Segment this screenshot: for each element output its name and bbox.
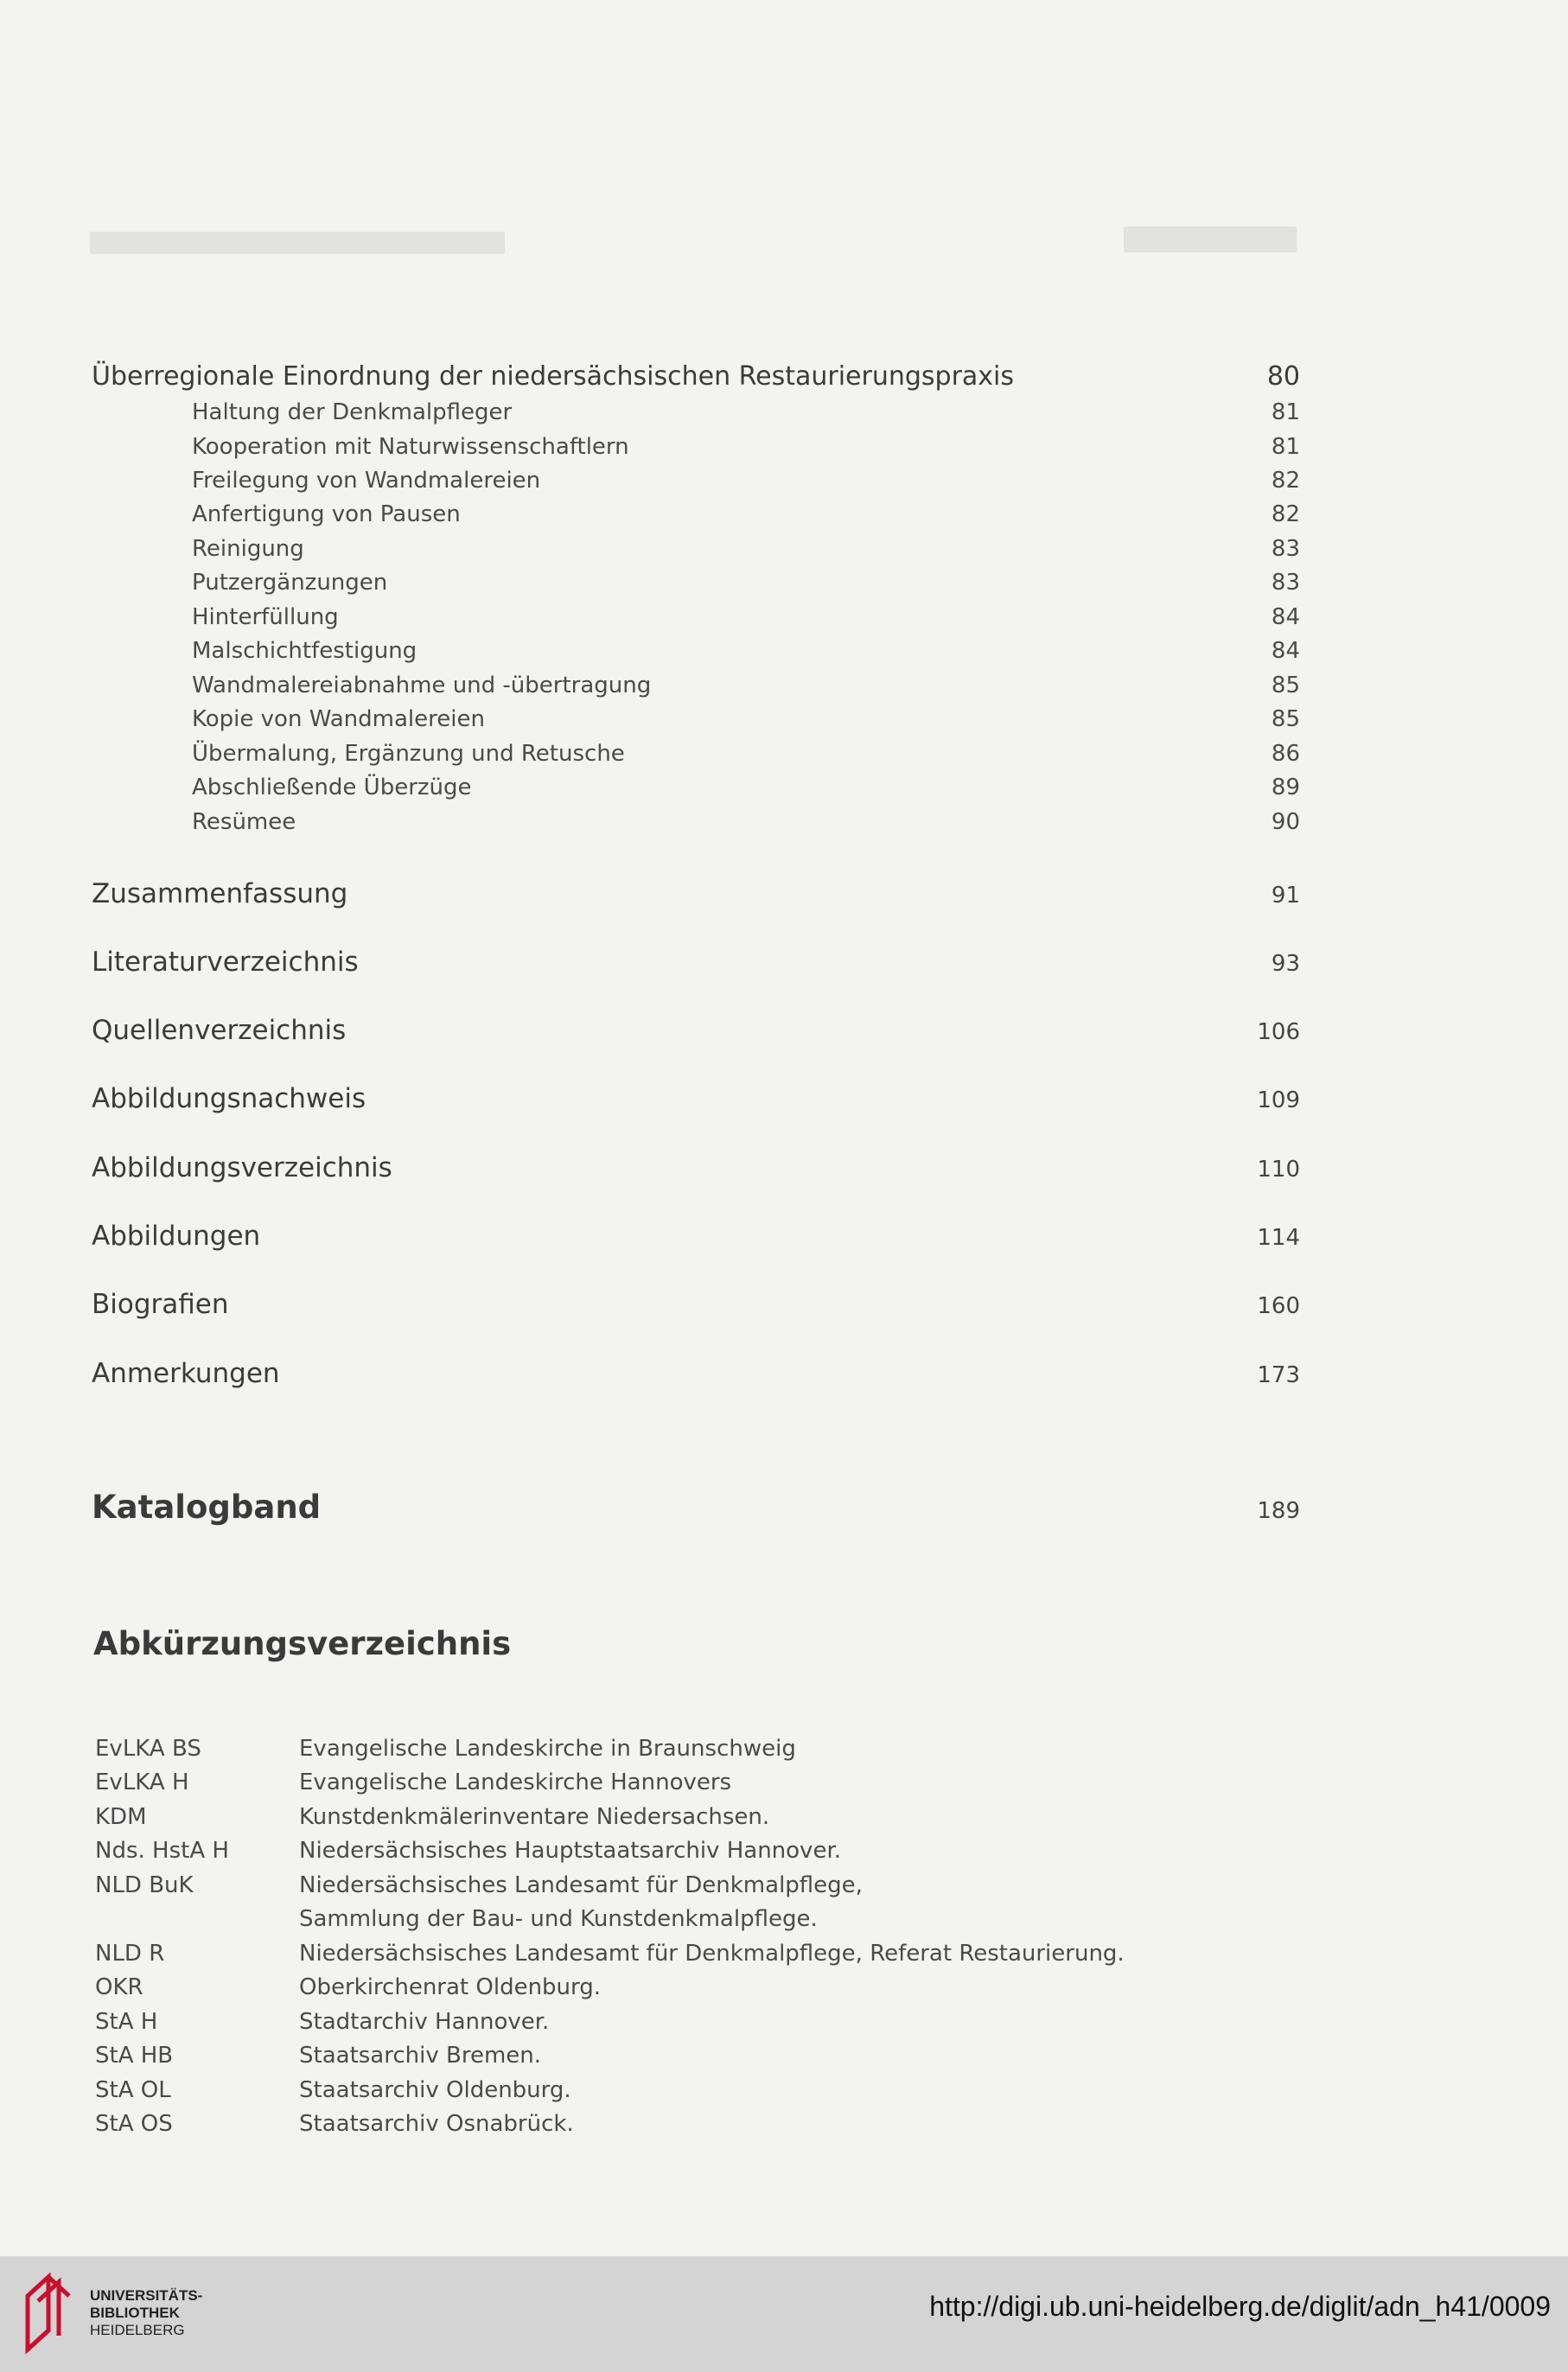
toc-page: 84 bbox=[1271, 638, 1300, 664]
toc-page: 84 bbox=[1271, 604, 1300, 630]
toc-title: Biografien bbox=[92, 1289, 229, 1320]
toc-title: Kooperation mit Naturwissenschaftlern bbox=[192, 434, 629, 460]
abbreviation-meaning: Staatsarchiv Bremen. bbox=[299, 2043, 542, 2069]
abbreviation-entry bbox=[95, 1872, 863, 1898]
toc-subsection[interactable] bbox=[192, 536, 1300, 562]
abbreviation-entry bbox=[95, 1838, 841, 1864]
abbreviation-meaning: Staatsarchiv Osnabrück. bbox=[299, 2111, 574, 2137]
toc-title: Zusammenfassung bbox=[92, 878, 348, 909]
toc-subsection[interactable] bbox=[192, 741, 1300, 767]
toc-title: Putzergänzungen bbox=[192, 570, 388, 596]
abbreviation: NLD BuK bbox=[95, 1872, 194, 1898]
abbreviation-entry bbox=[95, 2111, 574, 2137]
library-name-line3: HEIDELBERG bbox=[90, 2322, 185, 2338]
abbreviation: NLD R bbox=[95, 1941, 165, 1967]
toc-page: 109 bbox=[1257, 1087, 1300, 1113]
toc-page: 90 bbox=[1271, 809, 1300, 835]
toc-page: 83 bbox=[1271, 570, 1300, 596]
toc-subsection[interactable] bbox=[192, 638, 1300, 664]
footer-bar bbox=[0, 2256, 1568, 2372]
toc-subsection[interactable] bbox=[192, 434, 1300, 460]
toc-section[interactable] bbox=[92, 1289, 1300, 1320]
toc-subsection[interactable] bbox=[192, 501, 1300, 527]
toc-section[interactable] bbox=[92, 947, 1300, 978]
abbreviation-entry bbox=[95, 1769, 731, 1795]
toc-subsection[interactable] bbox=[192, 604, 1300, 630]
toc-section[interactable] bbox=[92, 1221, 1300, 1252]
abbreviation: StA HB bbox=[95, 2043, 174, 2069]
abbreviation: StA OS bbox=[95, 2111, 173, 2137]
toc-title: Anfertigung von Pausen bbox=[192, 501, 461, 527]
abbreviation-meaning: Niedersächsisches Landesamt für Denkmalpflege, bbox=[299, 1872, 863, 1898]
toc-title: Anmerkungen bbox=[92, 1358, 280, 1389]
toc-title: Quellenverzeichnis bbox=[92, 1015, 347, 1046]
toc-page: 110 bbox=[1257, 1157, 1300, 1183]
toc-subsection[interactable] bbox=[192, 775, 1300, 800]
toc-page: 83 bbox=[1271, 536, 1300, 562]
toc-page: 82 bbox=[1271, 501, 1300, 527]
source-url-link[interactable]: http://digi.ub.uni-heidelberg.de/diglit/adn_h41/0009 bbox=[929, 2291, 1551, 2322]
abbreviation: KDM bbox=[95, 1804, 147, 1830]
toc-page: 81 bbox=[1271, 399, 1300, 425]
library-name-line1: UNIVERSITÄTS- bbox=[90, 2287, 203, 2304]
toc-page: 160 bbox=[1257, 1293, 1300, 1319]
abbreviation: EvLKA H bbox=[95, 1769, 189, 1795]
abbreviation-meaning: Stadtarchiv Hannover. bbox=[299, 2009, 550, 2035]
toc-subsection[interactable] bbox=[192, 809, 1300, 835]
abbreviation: EvLKA BS bbox=[95, 1736, 201, 1762]
toc-main-heading[interactable] bbox=[92, 361, 1300, 392]
toc-title: Abbildungsverzeichnis bbox=[92, 1152, 392, 1183]
toc-title: Reinigung bbox=[192, 536, 304, 562]
toc-title: Kopie von Wandmalereien bbox=[192, 706, 485, 732]
toc-title: Katalogband bbox=[92, 1489, 322, 1526]
abbreviation-entry bbox=[95, 2077, 571, 2103]
toc-page: 82 bbox=[1271, 468, 1300, 494]
toc-section[interactable] bbox=[92, 1015, 1300, 1046]
toc-page: 81 bbox=[1271, 434, 1300, 460]
toc-subsection[interactable] bbox=[192, 570, 1300, 596]
abbreviation: OKR bbox=[95, 1974, 143, 2000]
toc-section[interactable] bbox=[92, 1152, 1300, 1183]
abbreviation: StA H bbox=[95, 2009, 158, 2035]
toc-title: Literaturverzeichnis bbox=[92, 947, 359, 978]
library-name bbox=[90, 2287, 202, 2339]
ub-heidelberg-logo-icon[interactable] bbox=[19, 2270, 80, 2356]
toc-page: 114 bbox=[1257, 1225, 1300, 1251]
abbreviation-entry bbox=[95, 2043, 541, 2069]
toc-subsection[interactable] bbox=[192, 673, 1300, 698]
toc-page: 85 bbox=[1271, 706, 1300, 732]
toc-page: 89 bbox=[1271, 775, 1300, 800]
toc-page: 106 bbox=[1257, 1019, 1300, 1045]
toc-page: 80 bbox=[1266, 361, 1300, 392]
abbreviation-meaning: Niedersächsisches Landesamt für Denkmalpflege, Referat Restaurierung. bbox=[299, 1941, 1125, 1967]
toc-page: 85 bbox=[1271, 673, 1300, 698]
toc-title: Freilegung von Wandmalereien bbox=[192, 468, 541, 494]
show-through-heading-left bbox=[90, 232, 505, 254]
toc-subsection[interactable] bbox=[192, 399, 1300, 425]
toc-page: 189 bbox=[1257, 1498, 1300, 1524]
toc-page: 91 bbox=[1271, 883, 1300, 909]
toc-title: Abbildungen bbox=[92, 1221, 261, 1252]
toc-title: Wandmalereiabnahme und -übertragung bbox=[192, 673, 652, 698]
toc-title: Überregionale Einordnung der niedersächsischen Restaurierungspraxis bbox=[92, 361, 1015, 392]
abbreviation-meaning: Evangelische Landeskirche Hannovers bbox=[299, 1769, 732, 1795]
abbreviation-entry bbox=[95, 1804, 769, 1830]
abbreviation-entry bbox=[95, 1974, 601, 2000]
show-through-heading-right bbox=[1124, 226, 1297, 252]
toc-title: Resümee bbox=[192, 809, 296, 835]
abbreviation-entry bbox=[95, 2009, 549, 2035]
toc-title: Abschließende Überzüge bbox=[192, 775, 472, 800]
abbreviations-heading: Abkürzungsverzeichnis bbox=[93, 1625, 512, 1662]
abbreviation-meaning-continuation: Sammlung der Bau- und Kunstdenkmalpflege. bbox=[299, 1906, 818, 1932]
abbreviation: StA OL bbox=[95, 2077, 171, 2103]
toc-subsection[interactable] bbox=[192, 468, 1300, 494]
toc-page: 86 bbox=[1271, 741, 1300, 767]
toc-section[interactable] bbox=[92, 1083, 1300, 1114]
abbreviation-meaning: Oberkirchenrat Oldenburg. bbox=[299, 1974, 602, 2000]
toc-katalog[interactable] bbox=[92, 1489, 1300, 1526]
abbreviation-entry bbox=[95, 1736, 796, 1762]
abbreviation-meaning: Staatsarchiv Oldenburg. bbox=[299, 2077, 571, 2103]
abbreviation-meaning: Evangelische Landeskirche in Braunschweig bbox=[299, 1736, 796, 1762]
toc-title: Übermalung, Ergänzung und Retusche bbox=[192, 741, 625, 767]
abbreviation: Nds. HstA H bbox=[95, 1838, 229, 1864]
abbreviation-meaning: Niedersächsisches Hauptstaatsarchiv Hannover. bbox=[299, 1838, 842, 1864]
toc-section[interactable] bbox=[92, 878, 1300, 909]
toc-section[interactable] bbox=[92, 1358, 1300, 1389]
abbreviation-entry bbox=[95, 1941, 1125, 1967]
toc-title: Abbildungsnachweis bbox=[92, 1083, 367, 1114]
toc-page: 173 bbox=[1257, 1362, 1300, 1388]
toc-subsection[interactable] bbox=[192, 706, 1300, 732]
toc-title: Hinterfüllung bbox=[192, 604, 339, 630]
library-name-line2: BIBLIOTHEK bbox=[90, 2305, 180, 2321]
toc-title: Haltung der Denkmalpfleger bbox=[192, 399, 513, 425]
toc-page: 93 bbox=[1271, 951, 1300, 977]
toc-title: Malschichtfestigung bbox=[192, 638, 417, 664]
abbreviation-meaning: Kunstdenkmälerinventare Niedersachsen. bbox=[299, 1804, 770, 1830]
